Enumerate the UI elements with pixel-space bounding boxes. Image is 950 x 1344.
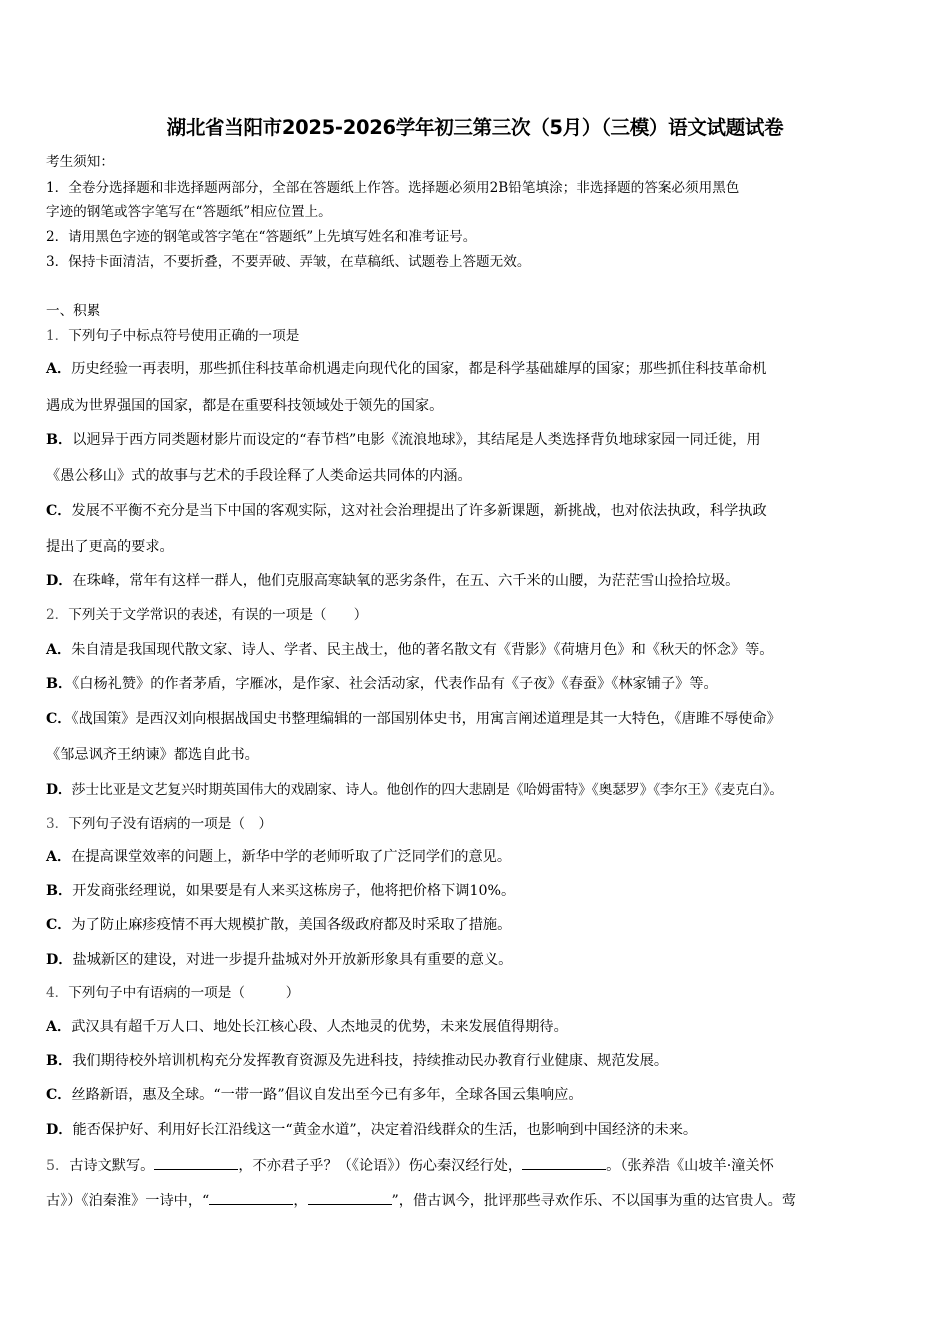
option-label: D．: [46, 573, 73, 589]
option-text: 丝路新语，惠及全球。“一带一路”倡议自发出至今已有多年，全球各国云集响应。: [71, 1087, 583, 1103]
option-label: B．: [46, 676, 73, 692]
question-4-option-c: [46, 1086, 583, 1104]
option-text: 在提高课堂效率的问题上，新华中学的老师听取了广泛同学们的意见。: [71, 849, 512, 865]
question-5-line-2: [46, 1190, 796, 1210]
option-text: 莎士比亚是文艺复兴时期英国伟大的戏剧家、诗人。他创作的四大悲剧是《哈姆雷特》《奥瑟罗》《李尔王》《麦克白》。: [71, 782, 784, 798]
option-text: 《战国策》是西汉刘向根据战国史书整理编辑的一部国别体史书，用寓言阐述道理是其一大特色，《唐雎不辱使命》: [71, 711, 781, 727]
option-text: 为了防止麻疹疫情不再大规模扩散，美国各级政府都及时采取了措施。: [71, 917, 512, 933]
question-4-number: 4．: [46, 985, 69, 1001]
option-text: 发展不平衡不充分是当下中国的客观实际，这对社会治理提出了许多新课题，新挑战，也对依法执政，科学执政: [71, 503, 767, 519]
question-2-number: 2．: [46, 607, 69, 623]
question-5-text: 。（张养浩《山坡羊·潼关怀: [606, 1158, 774, 1174]
section-heading: 一、积累: [46, 303, 101, 319]
exam-title: 湖北省当阳市2025-2026学年初三第三次（5月）（三模）语文试题试卷: [166, 116, 784, 139]
question-2-option-a: [46, 641, 773, 659]
notice-item-1-line-1: 1．全卷分选择题和非选择题两部分，全部在答题纸上作答。选择题必须用2B铅笔填涂；非选择题的答案必须用黑色: [46, 180, 740, 196]
question-1-option-c-cont: 提出了更高的要求。: [46, 539, 174, 555]
question-5-text: ，: [293, 1193, 308, 1209]
option-label: C．: [46, 917, 72, 933]
notice-item-3: 3．保持卡面清洁，不要折叠，不要弄破、弄皱，在草稿纸、试题卷上答题无效。: [46, 254, 531, 270]
question-2-stem: [46, 606, 367, 624]
question-3-option-a: [46, 848, 511, 866]
question-5-number: 5．: [46, 1158, 70, 1174]
option-label: C．: [46, 711, 72, 727]
question-3-text: 下列句子没有语病的一项是（ ）: [68, 816, 273, 832]
option-text: 《白杨礼赞》的作者茅盾，字雁冰，是作家、社会活动家，代表作品有《子夜》《春蚕》《林家铺子》等。: [72, 676, 718, 692]
question-5-line-1: [46, 1155, 774, 1175]
question-1-option-a: [46, 360, 766, 378]
option-label: D．: [46, 782, 72, 798]
question-4-option-d: [46, 1121, 697, 1139]
notice-heading: 考生须知：: [46, 154, 114, 170]
question-3-option-c: [46, 916, 511, 934]
option-label: B．: [46, 883, 73, 899]
option-label: A．: [46, 361, 72, 377]
answer-blank[interactable]: [154, 1155, 238, 1170]
question-5-text: ，不亦君子乎？（《论语》）伤心秦汉经行处，: [238, 1158, 523, 1174]
option-text: 历史经验一再表明，那些抓住科技革命机遇走向现代化的国家，都是科学基础雄厚的国家；那些抓住科技革命机: [71, 361, 767, 377]
question-3-number: 3．: [46, 816, 69, 832]
option-text: 以迥异于西方同类题材影片而设定的“春节档”电影《流浪地球》，其结尾是人类选择背负地球家园一同迁徙，用: [72, 432, 761, 448]
question-1-option-b-cont: 《愚公移山》式的故事与艺术的手段诠释了人类命运共同体的内涵。: [46, 468, 472, 484]
option-label: A．: [46, 849, 72, 865]
option-text: 能否保护好、利用好长江沿线这一“黄金水道”，决定着沿线群众的生活，也影响到中国经济的未来。: [72, 1122, 698, 1138]
question-4-option-b: [46, 1052, 668, 1070]
question-3-stem: [46, 815, 272, 833]
option-text: 武汉具有超千万人口、地处长江核心段、人杰地灵的优势，未来发展值得期待。: [71, 1019, 568, 1035]
question-1-number: 1．: [46, 328, 69, 344]
question-5-text: 古诗文默写。: [69, 1158, 155, 1174]
option-text: 盐城新区的建设，对进一步提升盐城对外开放新形象具有重要的意义。: [72, 952, 513, 968]
question-3-option-d: [46, 951, 512, 969]
question-2-option-c-cont: 《邹忌讽齐王纳谏》都选自此书。: [46, 747, 259, 763]
option-label: C．: [46, 503, 72, 519]
question-1-stem: [46, 327, 299, 345]
option-label: B．: [46, 1053, 73, 1069]
question-5-text: ”，借古讽今，批评那些寻欢作乐、不以国事为重的达官贵人。莺: [391, 1193, 797, 1209]
notice-item-1-line-2: 字迹的钢笔或答字笔写在“答题纸”相应位置上。: [46, 204, 332, 220]
question-3-option-b: [46, 882, 515, 900]
option-label: D．: [46, 1122, 73, 1138]
question-1-option-b: [46, 431, 761, 449]
option-text: 我们期待校外培训机构充分发挥教育资源及先进科技，持续推动民办教育行业健康、规范发展。: [72, 1053, 669, 1069]
question-4-text: 下列句子中有语病的一项是（ ）: [68, 985, 300, 1001]
option-label: A．: [46, 1019, 72, 1035]
notice-item-2: 2．请用黑色字迹的钢笔或答字笔在“答题纸”上先填写姓名和准考证号。: [46, 229, 477, 245]
answer-blank[interactable]: [209, 1190, 293, 1205]
question-4-stem: [46, 984, 299, 1002]
option-text: 开发商张经理说，如果要是有人来买这栋房子，他将把价格下调10%。: [72, 883, 516, 899]
question-2-option-c: [46, 710, 781, 728]
question-1-option-a-cont: 遇成为世界强国的国家，都是在重要科技领域处于领先的国家。: [46, 398, 444, 414]
option-label: B．: [46, 432, 73, 448]
option-text: 在珠峰，常年有这样一群人，他们克服高寒缺氧的恶劣条件，在五、六千米的山腰，为茫茫雪山捡拾垃圾。: [72, 573, 740, 589]
option-label: D．: [46, 952, 73, 968]
option-text: 朱自清是我国现代散文家、诗人、学者、民主战士，他的著名散文有《背影》《荷塘月色》和《秋天的怀念》等。: [71, 642, 774, 658]
option-label: A．: [46, 642, 72, 658]
question-4-option-a: [46, 1018, 568, 1036]
question-1-text: 下列句子中标点符号使用正确的一项是: [68, 328, 300, 344]
answer-blank[interactable]: [522, 1155, 606, 1170]
answer-blank[interactable]: [308, 1190, 392, 1205]
question-1-option-d: [46, 572, 739, 590]
question-1-option-c: [46, 502, 767, 520]
question-5-text: 古》）《泊秦淮》一诗中，“: [46, 1193, 210, 1209]
question-2-option-b: [46, 675, 718, 693]
question-2-option-d: [46, 781, 783, 799]
option-label: C．: [46, 1087, 72, 1103]
question-2-text: 下列关于文学常识的表述，有误的一项是（ ）: [68, 607, 368, 623]
